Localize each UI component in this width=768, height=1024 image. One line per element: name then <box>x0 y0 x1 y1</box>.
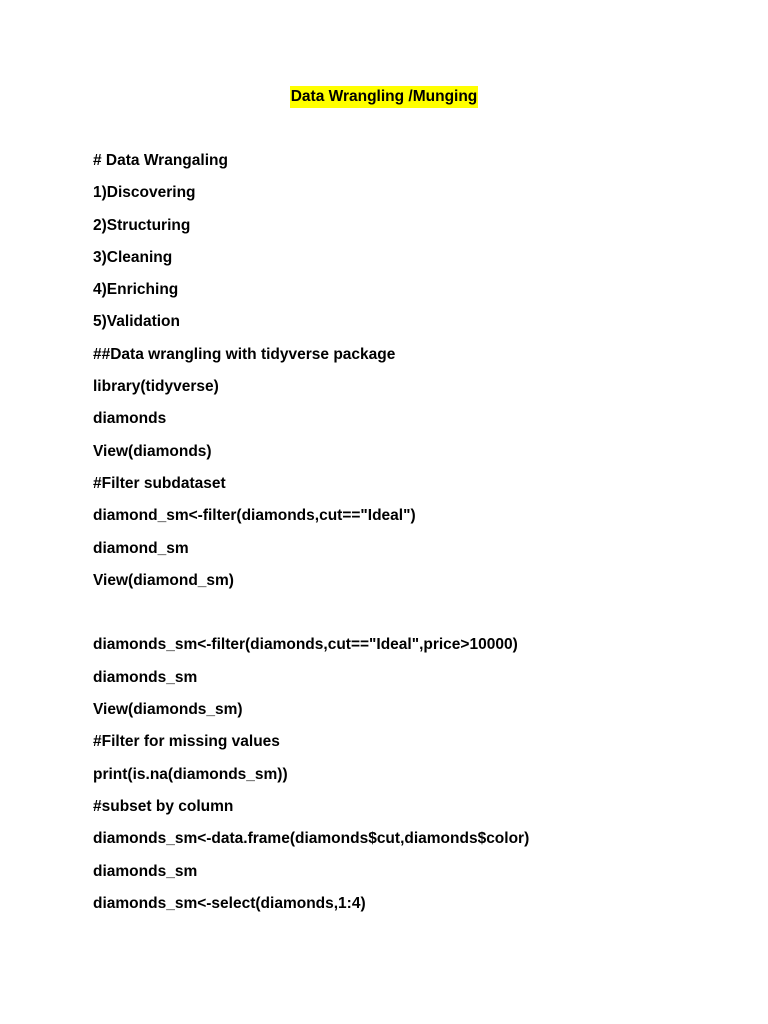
text-line: 3)Cleaning <box>93 248 173 266</box>
text-line: diamonds <box>93 410 167 428</box>
text-line: ##Data wrangling with tidyverse package <box>93 345 396 363</box>
text-line: #Filter subdataset <box>93 474 226 492</box>
text-line: View(diamonds_sm) <box>93 701 243 719</box>
text-line: View(diamonds) <box>93 442 212 460</box>
text-line: diamonds_sm<-select(diamonds,1:4) <box>93 894 366 912</box>
text-line: 2)Structuring <box>93 216 191 234</box>
text-line: 5)Validation <box>93 313 180 331</box>
text-line: 4)Enriching <box>93 281 179 299</box>
text-line: View(diamond_sm) <box>93 571 234 589</box>
text-line: #subset by column <box>93 797 234 815</box>
text-line: 1)Discovering <box>93 184 196 202</box>
text-line: library(tidyverse) <box>93 378 219 396</box>
text-line: print(is.na(diamonds_sm)) <box>93 765 288 783</box>
text-line: diamonds_sm<-data.frame(diamonds$cut,diamonds$color) <box>93 830 530 848</box>
title-container <box>0 86 768 108</box>
code-lines <box>93 150 753 925</box>
text-line: diamond_sm<-filter(diamonds,cut=="Ideal") <box>93 507 416 525</box>
blank-line <box>93 602 753 634</box>
page-title: Data Wrangling /Munging <box>290 86 479 108</box>
text-line: diamonds_sm<-filter(diamonds,cut=="Ideal",price>10000) <box>93 636 518 654</box>
text-line: # Data Wrangaling <box>93 152 228 169</box>
text-line: diamond_sm <box>93 539 189 557</box>
text-line: diamonds_sm <box>93 668 198 686</box>
text-line: diamonds_sm <box>93 862 198 880</box>
text-line: #Filter for missing values <box>93 733 280 751</box>
